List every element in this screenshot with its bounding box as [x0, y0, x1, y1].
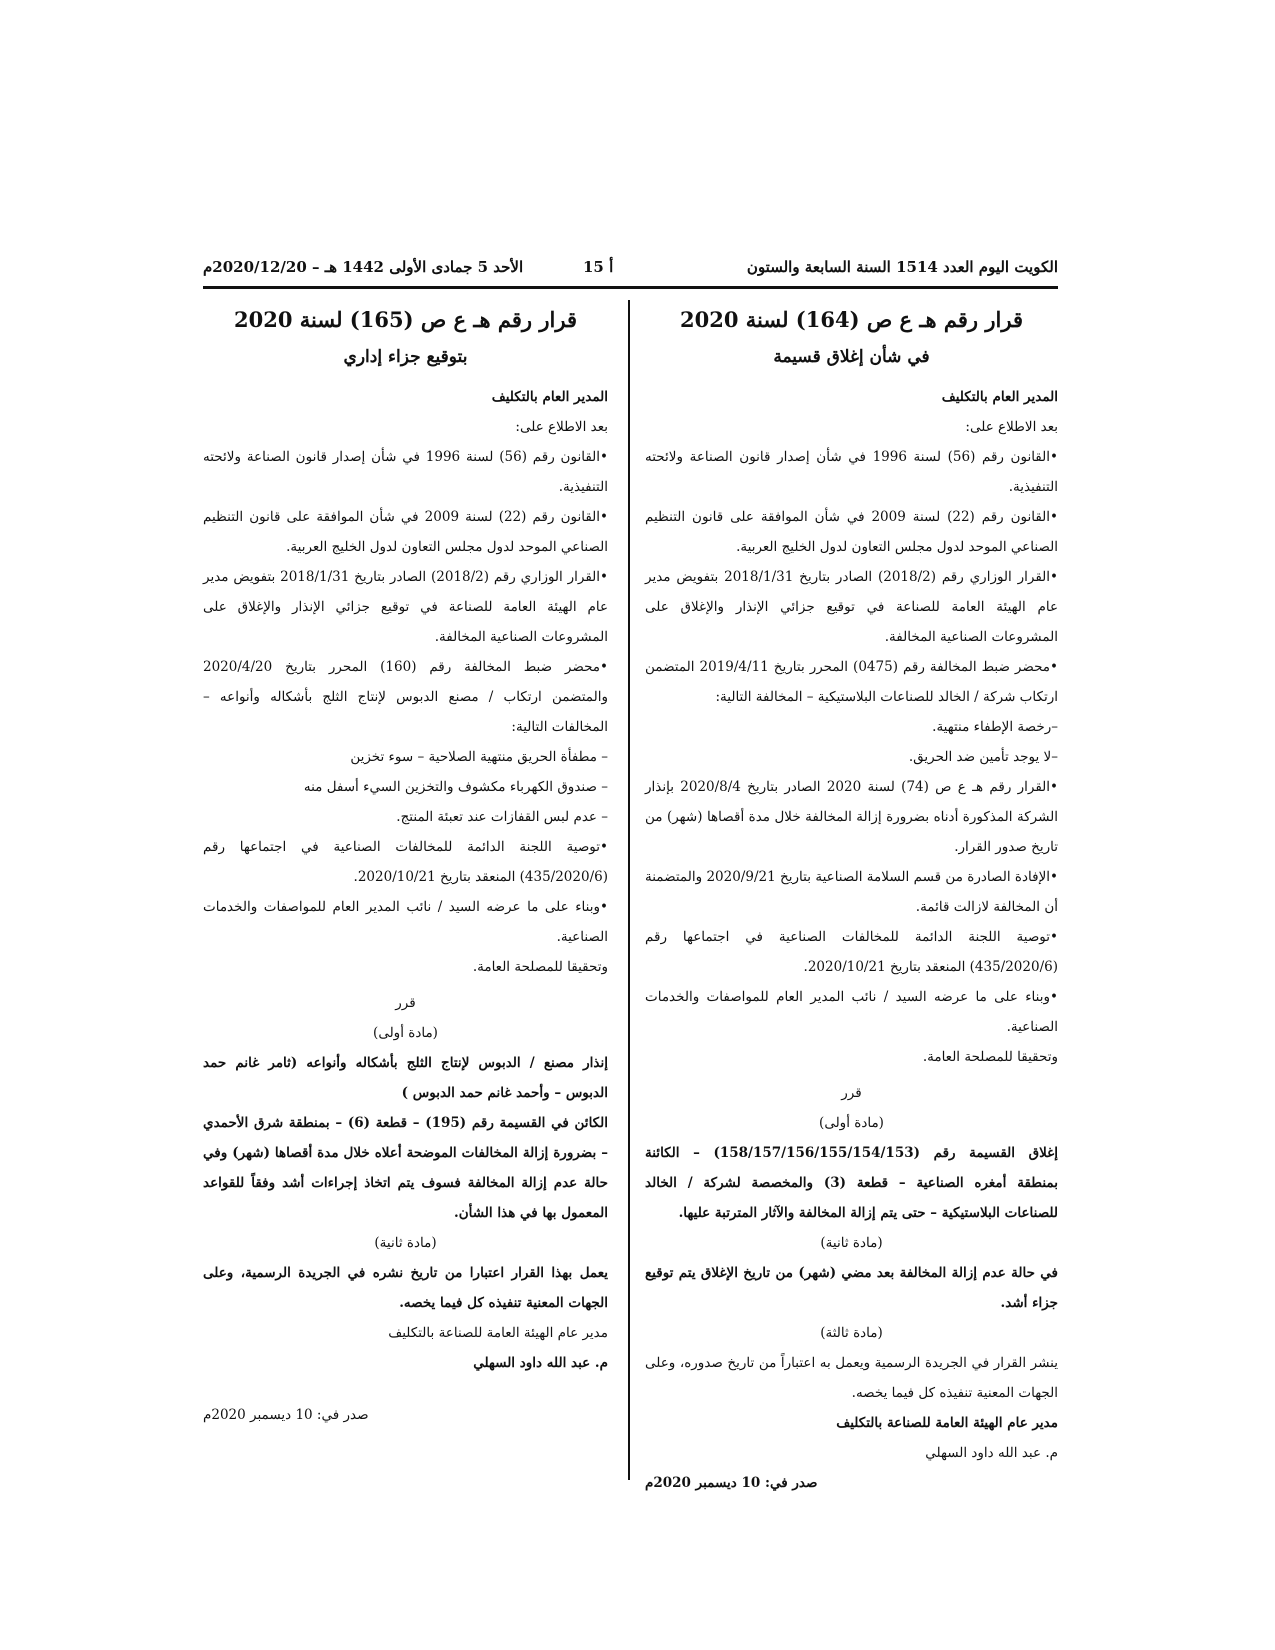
- paragraph: –لا يوجد تأمين ضد الحريق.: [908, 749, 1058, 765]
- article-1-text: إغلاق القسيمة رقم (158/157/156/155/154/153) – الكائنة بمنطقة أمغره الصناعية – قطعة (3) والمخصصة لشركة / الخالد للصناعات البلاستيكية – حتى يتم إزالة المخالفة والآثار المترتبة عليها.: [645, 1145, 1058, 1221]
- paragraph: •القرار الوزاري رقم (2018/2) الصادر بتاريخ 2018/1/31 بتفويض مدير عام الهيئة العامة للصناعة في توقيع جزائي الإنذار والإغلاق على المشروعات الصناعية المخالفة.: [645, 569, 1058, 645]
- column-divider: [628, 300, 630, 1480]
- article-1-heading: (مادة أولى): [373, 1025, 438, 1041]
- issue-date: صدر في: 10 ديسمبر 2020م: [203, 1407, 369, 1423]
- paragraph: وتحقيقا للمصلحة العامة.: [922, 1049, 1058, 1065]
- paragraph: •الإفادة الصادرة من قسم السلامة الصناعية بتاريخ 2020/9/21 والمتضمنة أن المخالفة لازالت قائمة.: [645, 869, 1058, 915]
- paragraph: •القرار الوزاري رقم (2018/2) الصادر بتاريخ 2018/1/31 بتفويض مدير عام الهيئة العامة للصناعة في توقيع جزائي الإنذار والإغلاق على المشروعات الصناعية المخالفة.: [203, 569, 608, 645]
- paragraph: •محضر ضبط المخالفة رقم (160) المحرر بتاريخ 2020/4/20 والمتضمن ارتكاب / مصنع الدبوس لإنتاج الثلج بأشكاله وأنواعه – المخالفات التالية:: [203, 659, 608, 735]
- header-date: الأحد 5 جمادى الأولى 1442 هـ – 2020/12/20م: [203, 258, 524, 276]
- decision-165-title: قرار رقم هـ ع ص (165) لسنة 2020: [234, 307, 577, 332]
- article-3-text: ينشر القرار في الجريدة الرسمية ويعمل به اعتباراً من تاريخ صدوره، وعلى الجهات المعنية تنفيذه كل فيما يخصه.: [645, 1355, 1058, 1401]
- header-issue-info: الكويت اليوم العدد 1514 السنة السابعة والستون: [746, 258, 1058, 276]
- header-page-number: أ 15: [583, 258, 614, 276]
- paragraph: •القرار رقم هـ ع ص (74) لسنة 2020 الصادر بتاريخ 2020/8/4 بإنذار الشركة المذكورة أدناه بضرورة إزالة المخالفة خلال مدة أقصاها (شهر) من تاريخ صدور القرار.: [645, 779, 1058, 855]
- paragraph: المدير العام بالتكليف: [941, 389, 1058, 405]
- decided-heading: قرر: [395, 995, 416, 1011]
- paragraph: •القانون رقم (22) لسنة 2009 في شأن الموافقة على قانون التنظيم الصناعي الموحد لدول مجلس التعاون لدول الخليج العربية.: [203, 509, 608, 555]
- paragraph: وتحقيقا للمصلحة العامة.: [472, 959, 608, 975]
- decided-heading: قرر: [841, 1085, 862, 1101]
- decision-165-column: [203, 302, 608, 1430]
- article-1-text-a: إنذار مصنع / الدبوس لإنتاج الثلج بأشكاله وأنواعه (ثامر غانم حمد الدبوس – وأحمد غانم حمد الدبوس ): [203, 1055, 608, 1101]
- paragraph: بعد الاطلاع على:: [515, 419, 608, 435]
- paragraph: •محضر ضبط المخالفة رقم (0475) المحرر بتاريخ 2019/4/11 المتضمن ارتكاب شركة / الخالد للصناعات البلاستيكية – المخالفة التالية:: [645, 659, 1058, 705]
- article-1-heading: (مادة أولى): [819, 1115, 884, 1131]
- article-2-text: في حالة عدم إزالة المخالفة بعد مضي (شهر) من تاريخ الإغلاق يتم توقيع جزاء أشد.: [645, 1265, 1058, 1311]
- issue-date: صدر في: 10 ديسمبر 2020م: [645, 1475, 818, 1491]
- paragraph: •القانون رقم (22) لسنة 2009 في شأن الموافقة على قانون التنظيم الصناعي الموحد لدول مجلس التعاون لدول الخليج العربية.: [645, 509, 1058, 555]
- paragraph: – مطفأة الحريق منتهية الصلاحية – سوء تخزين: [350, 749, 608, 765]
- paragraph: بعد الاطلاع على:: [965, 419, 1058, 435]
- paragraph: –رخصة الإطفاء منتهية.: [932, 719, 1058, 735]
- decision-164-column: [645, 302, 1058, 1498]
- article-1-text-b: الكائن في القسيمة رقم (195) – قطعة (6) – بمنطقة شرق الأحمدي – بضرورة إزالة المخالفات الموضحة أعلاه خلال مدة أقصاها (شهر) وفي حالة عدم إزالة المخالفة فسوف يتم اتخاذ إجراءات أشد وفقاً للقواعد المعمول بها في هذا الشأن.: [203, 1115, 608, 1221]
- paragraph: •وبناء على ما عرضه السيد / نائب المدير العام للمواصفات والخدمات الصناعية.: [645, 989, 1058, 1035]
- article-2-heading: (مادة ثانية): [374, 1235, 437, 1251]
- paragraph: •القانون رقم (56) لسنة 1996 في شأن إصدار قانون الصناعة ولائحته التنفيذية.: [203, 449, 608, 495]
- signature-title: مدير عام الهيئة العامة للصناعة بالتكليف: [836, 1415, 1058, 1431]
- article-2-heading: (مادة ثانية): [820, 1235, 883, 1251]
- header-rule: [203, 286, 1058, 289]
- signature-title: مدير عام الهيئة العامة للصناعة بالتكليف: [388, 1325, 608, 1341]
- paragraph: •وبناء على ما عرضه السيد / نائب المدير العام للمواصفات والخدمات الصناعية.: [203, 899, 608, 945]
- paragraph: •توصية اللجنة الدائمة للمخالفات الصناعية في اجتماعها رقم (435/2020/6) المنعقد بتاريخ 2020/10/21.: [645, 929, 1058, 975]
- page-header: [203, 258, 1058, 282]
- signature-name: م. عبد الله داود السهلي: [473, 1355, 608, 1371]
- decision-165-subtitle: بتوقيع جزاء إداري: [343, 347, 468, 367]
- signature-name: م. عبد الله داود السهلي: [925, 1445, 1058, 1461]
- article-2-text: يعمل بهذا القرار اعتبارا من تاريخ نشره في الجريدة الرسمية، وعلى الجهات المعنية تنفيذه كل فيما يخصه.: [203, 1265, 608, 1311]
- paragraph: المدير العام بالتكليف: [491, 389, 608, 405]
- decision-164-title: قرار رقم هـ ع ص (164) لسنة 2020: [680, 307, 1023, 332]
- paragraph: •توصية اللجنة الدائمة للمخالفات الصناعية في اجتماعها رقم (435/2020/6) المنعقد بتاريخ 2020/10/21.: [203, 839, 608, 885]
- paragraph: – صندوق الكهرباء مكشوف والتخزين السيء أسفل منه: [303, 779, 608, 795]
- paragraph: – عدم لبس القفازات عند تعبئة المنتج.: [396, 809, 608, 825]
- paragraph: •القانون رقم (56) لسنة 1996 في شأن إصدار قانون الصناعة ولائحته التنفيذية.: [645, 449, 1058, 495]
- article-3-heading: (مادة ثالثة): [820, 1325, 883, 1341]
- decision-164-subtitle: في شأن إغلاق قسيمة: [773, 347, 930, 367]
